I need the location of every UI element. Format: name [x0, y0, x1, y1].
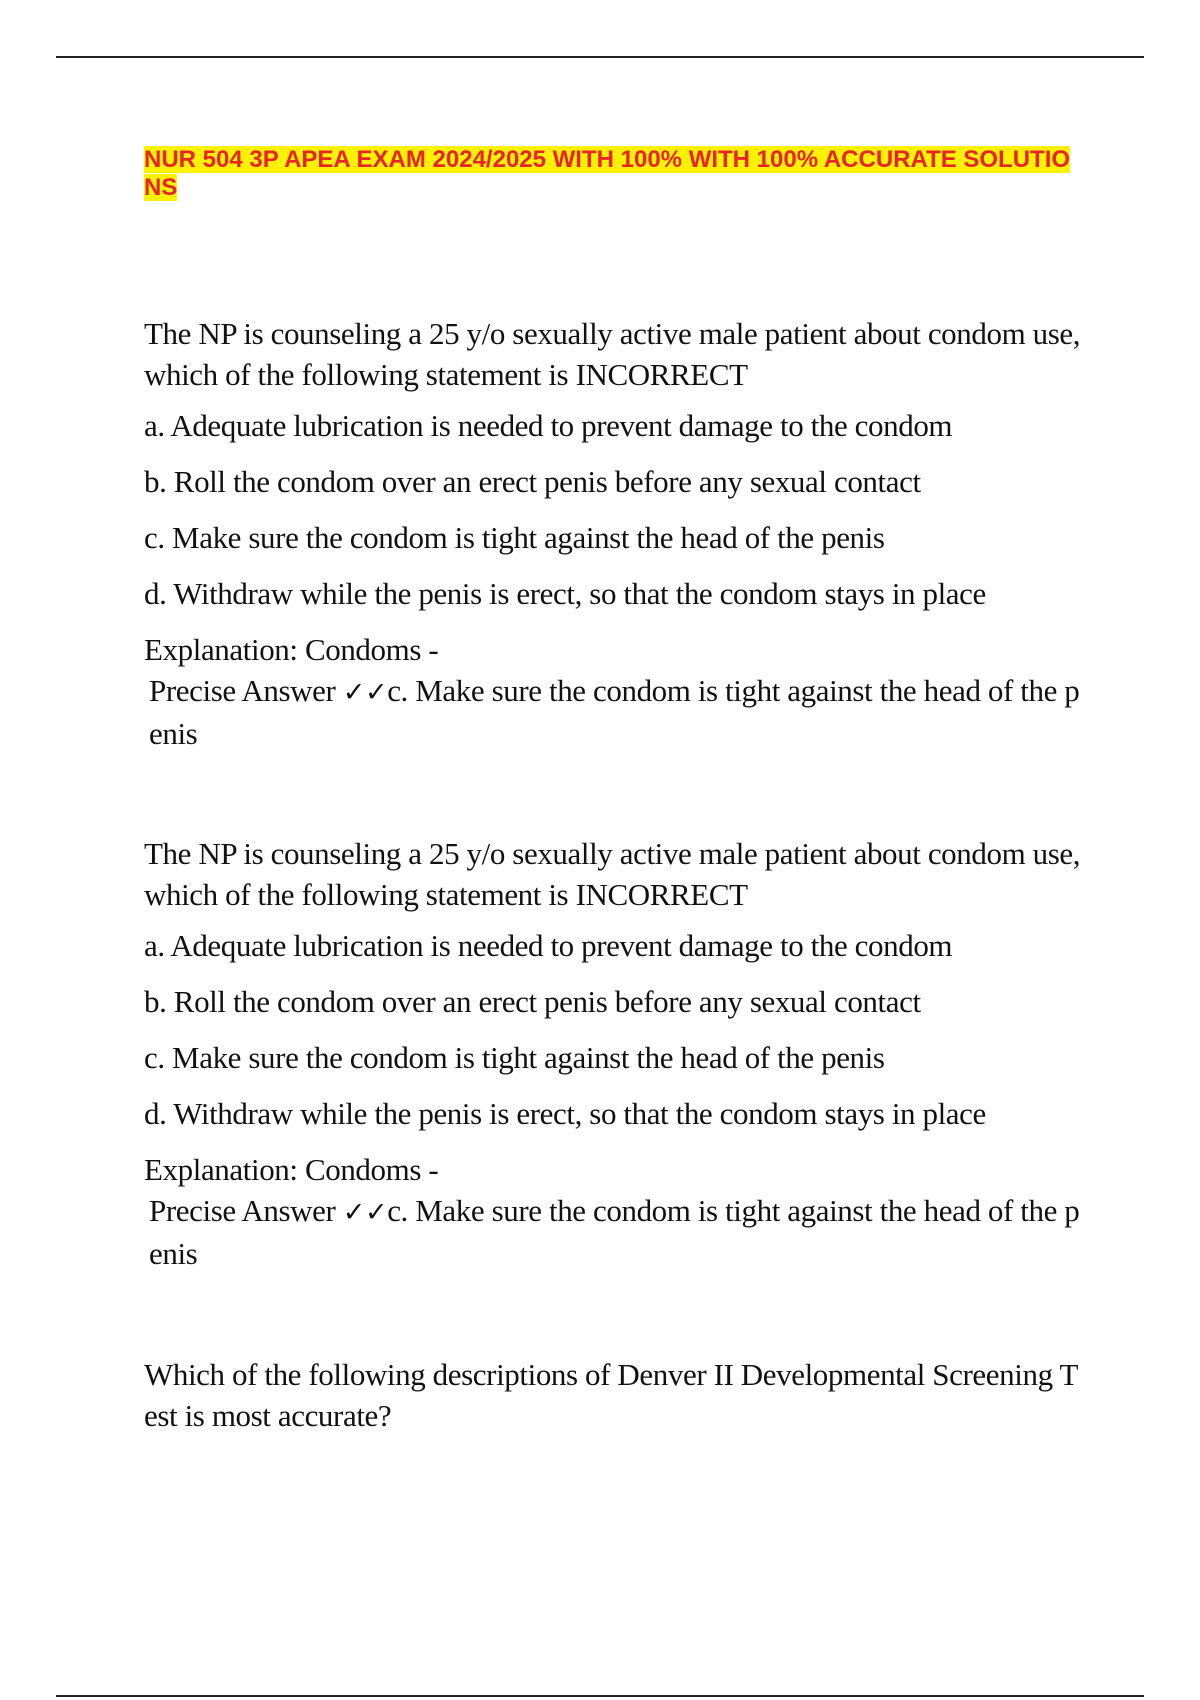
document-title — [144, 146, 1084, 202]
footer-divider — [56, 1695, 1144, 1697]
double-checkmark-icon: ✓✓ — [342, 1197, 388, 1228]
explanation-text: Explanation: Condoms - — [144, 632, 439, 667]
answer-label: Precise Answer — [149, 673, 336, 708]
option-b: b. Roll the condom over an erect penis before any sexual contact — [144, 464, 921, 499]
precise-answer — [144, 670, 1084, 754]
option-b: b. Roll the condom over an erect penis before any sexual contact — [144, 984, 921, 1019]
answer-text: c. Make sure the condom is tight against the head of the penis — [149, 673, 1080, 751]
option-d: d. Withdraw while the penis is erect, so that the condom stays in place — [144, 576, 986, 611]
question-text: Which of the following descriptions of Denver II Developmental Screening Test is most accurate? — [144, 1357, 1078, 1433]
option-c: c. Make sure the condom is tight against the head of the penis — [144, 1040, 885, 1075]
precise-answer — [144, 1190, 1084, 1274]
question-block — [144, 1354, 1084, 1446]
answer-label: Precise Answer — [149, 1193, 336, 1228]
question-text: The NP is counseling a 25 y/o sexually active male patient about condom use, which of the following statement is INCORRECT — [144, 836, 1081, 912]
explanation-text: Explanation: Condoms - — [144, 1152, 439, 1187]
question-block — [144, 833, 1084, 1274]
double-checkmark-icon: ✓✓ — [342, 677, 388, 708]
question-block — [144, 313, 1084, 754]
option-c: c. Make sure the condom is tight against the head of the penis — [144, 520, 885, 555]
document-title-text: NUR 504 3P APEA EXAM 2024/2025 WITH 100% WITH 100% ACCURATE SOLUTIONS — [144, 146, 1071, 201]
option-a: a. Adequate lubrication is needed to prevent damage to the condom — [144, 928, 953, 963]
option-d: d. Withdraw while the penis is erect, so that the condom stays in place — [144, 1096, 986, 1131]
option-a: a. Adequate lubrication is needed to prevent damage to the condom — [144, 408, 953, 443]
question-text: The NP is counseling a 25 y/o sexually active male patient about condom use, which of the following statement is INCORRECT — [144, 316, 1081, 392]
answer-text: c. Make sure the condom is tight against the head of the penis — [149, 1193, 1080, 1271]
header-divider — [56, 56, 1144, 58]
